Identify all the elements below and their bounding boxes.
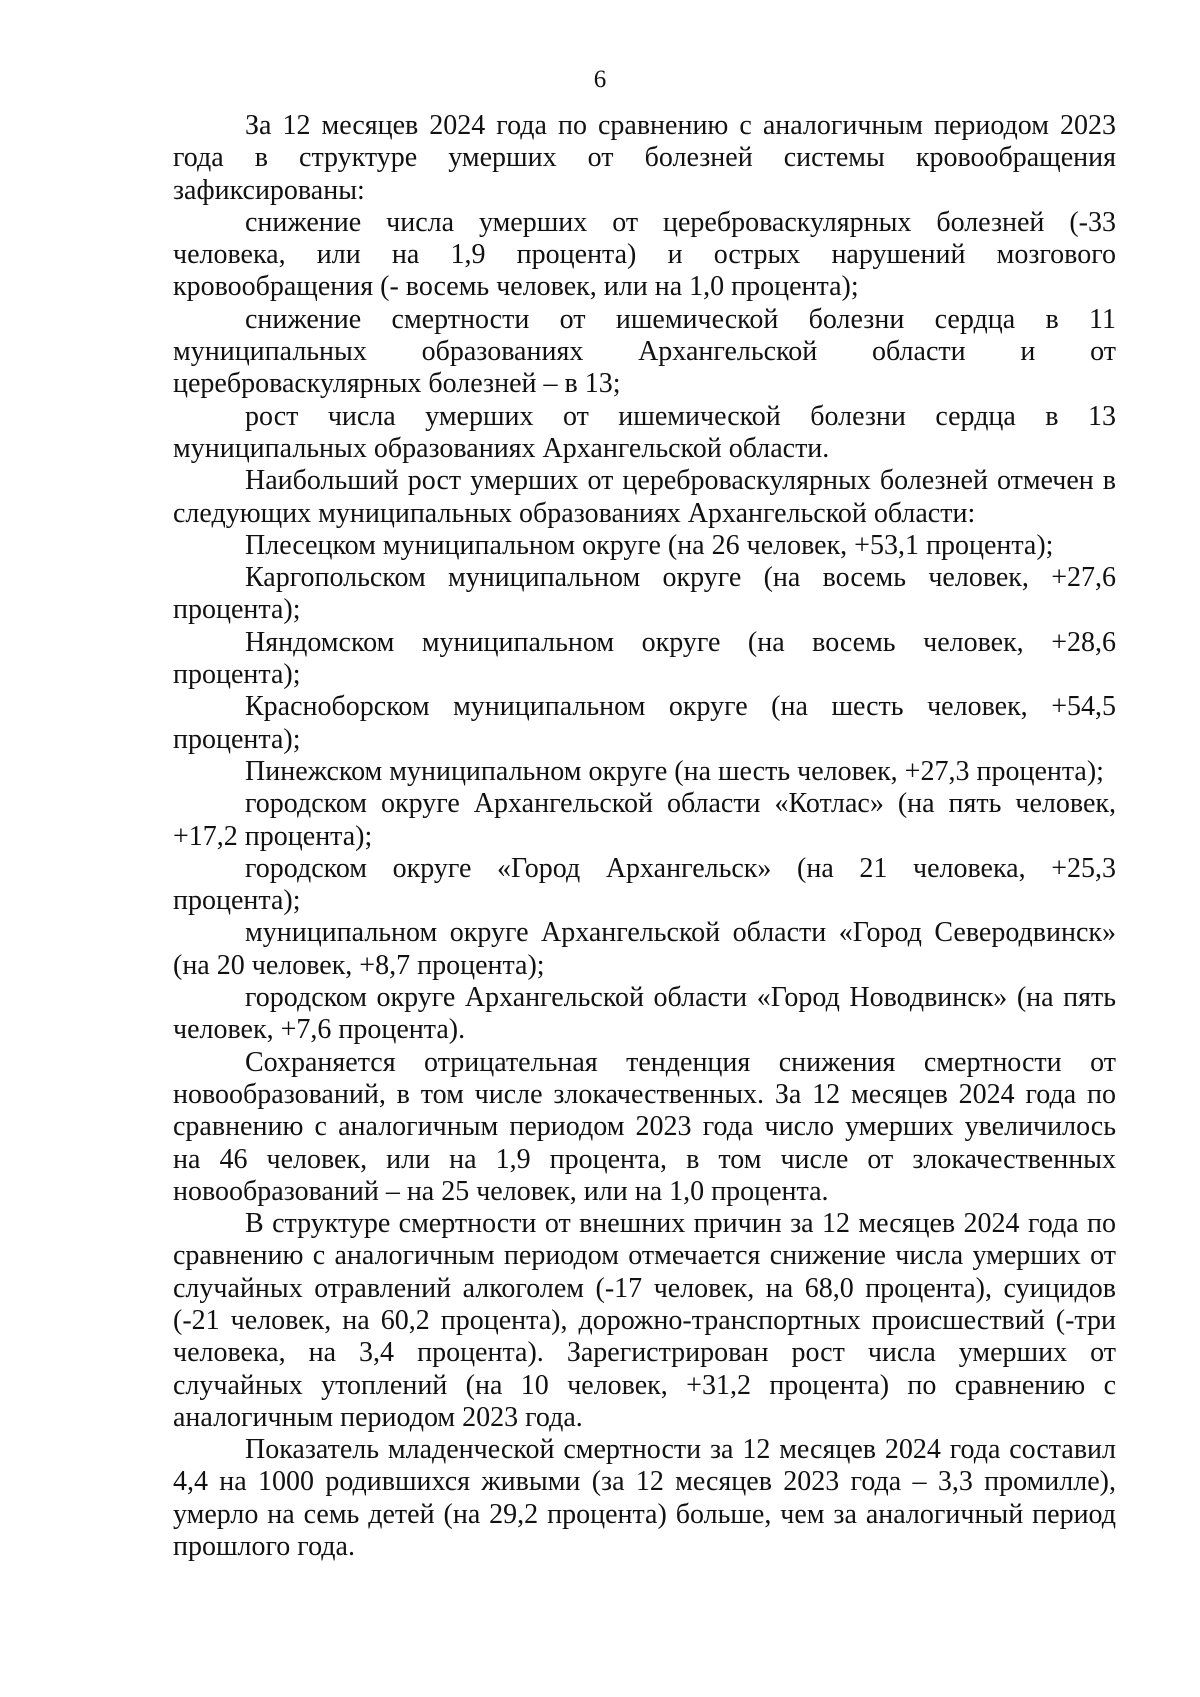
- list-item-kotlas: городском округе Архангельской области «Котлас» (на пять человек, +17,2 процента);: [173, 788, 1116, 852]
- list-item-nyandoma: Няндомском муниципальном округе (на восемь человек, +28,6 процента);: [173, 626, 1116, 691]
- paragraph-circulatory-intro: За 12 месяцев 2024 года по сравнению с аналогичным периодом 2023 года в структуре умерших от болезней системы кровообращения зафиксированы:: [173, 110, 1116, 206]
- list-item-plesetsk: Плесецком муниципальном округе (на 26 человек, +53,1 процента);: [245, 529, 1054, 561]
- paragraph-infant-mortality: Показатель младенческой смертности за 12 месяцев 2024 года составил 4,4 на 1000 родившихся живыми (за 12 месяцев 2023 года – 3,3 промилле), умерло на семь детей (на 29,2 процента) больше, чем за аналогичный период прошлого года.: [173, 1434, 1116, 1563]
- paragraph-neoplasms: Сохраняется отрицательная тенденция снижения смертности от новообразований, в том числе злокачественных. За 12 месяцев 2024 года по сравнению с аналогичным периодом 2023 года число умерших увеличилось на 46 человек, или на 1,9 процента, в том числе от злокачественных новообразований – на 25 человек, или на 1,0 процента.: [173, 1046, 1116, 1207]
- document-body: [173, 110, 1116, 1563]
- list-item-kargopol: Каргопольском муниципальном округе (на восемь человек, +27,6 процента);: [173, 562, 1116, 626]
- paragraph-largest-growth-intro: Наибольший рост умерших от цереброваскулярных болезней отмечен в следующих муниципальных образованиях Архангельской области:: [173, 465, 1116, 529]
- list-item-severodvinsk: муниципальном округе Архангельской области «Город Северодвинск» (на 20 человек, +8,7 процента);: [173, 917, 1116, 981]
- list-item-krasnoborsk: Красноборском муниципальном округе (на шесть человек, +54,5 процента);: [173, 691, 1116, 755]
- paragraph-ischemic-decrease: снижение смертности от ишемической болезни сердца в 11 муниципальных образованиях Архангельской области и от цереброваскулярных болезней – в 13;: [173, 303, 1116, 400]
- paragraph-cerebrovascular-decrease: снижение числа умерших от цереброваскулярных болезней (-33 человека, или на 1,9 процента) и острых нарушений мозгового кровообращения (- восемь человек, или на 1,0 процента);: [173, 206, 1116, 303]
- list-item-novodvinsk: городском округе Архангельской области «Город Новодвинск» (на пять человек, +7,6 процента).: [173, 982, 1116, 1046]
- paragraph-ischemic-increase: рост числа умерших от ишемической болезни сердца в 13 муниципальных образованиях Архангельской области.: [173, 400, 1116, 464]
- list-item-pinega: Пинежском муниципальном округе (на шесть человек, +27,3 процента);: [245, 755, 1104, 787]
- page-number: 6: [593, 66, 607, 93]
- paragraph-external-causes: В структуре смертности от внешних причин за 12 месяцев 2024 года по сравнению с аналогичным периодом отмечается снижение числа умерших от случайных отравлений алкоголем (-17 человек, на 68,0 процента), суицидов (-21 человек, на 60,2 процента), дорожно-транспортных происшествий (-три человека, на 3,4 процента). Зарегистрирован рост числа умерших от случайных утоплений (на 10 человек, +31,2 процента) по сравнению с аналогичным периодом 2023 года.: [173, 1208, 1116, 1433]
- list-item-arkhangelsk: городском округе «Город Архангельск» (на 21 человека, +25,3 процента);: [173, 852, 1116, 917]
